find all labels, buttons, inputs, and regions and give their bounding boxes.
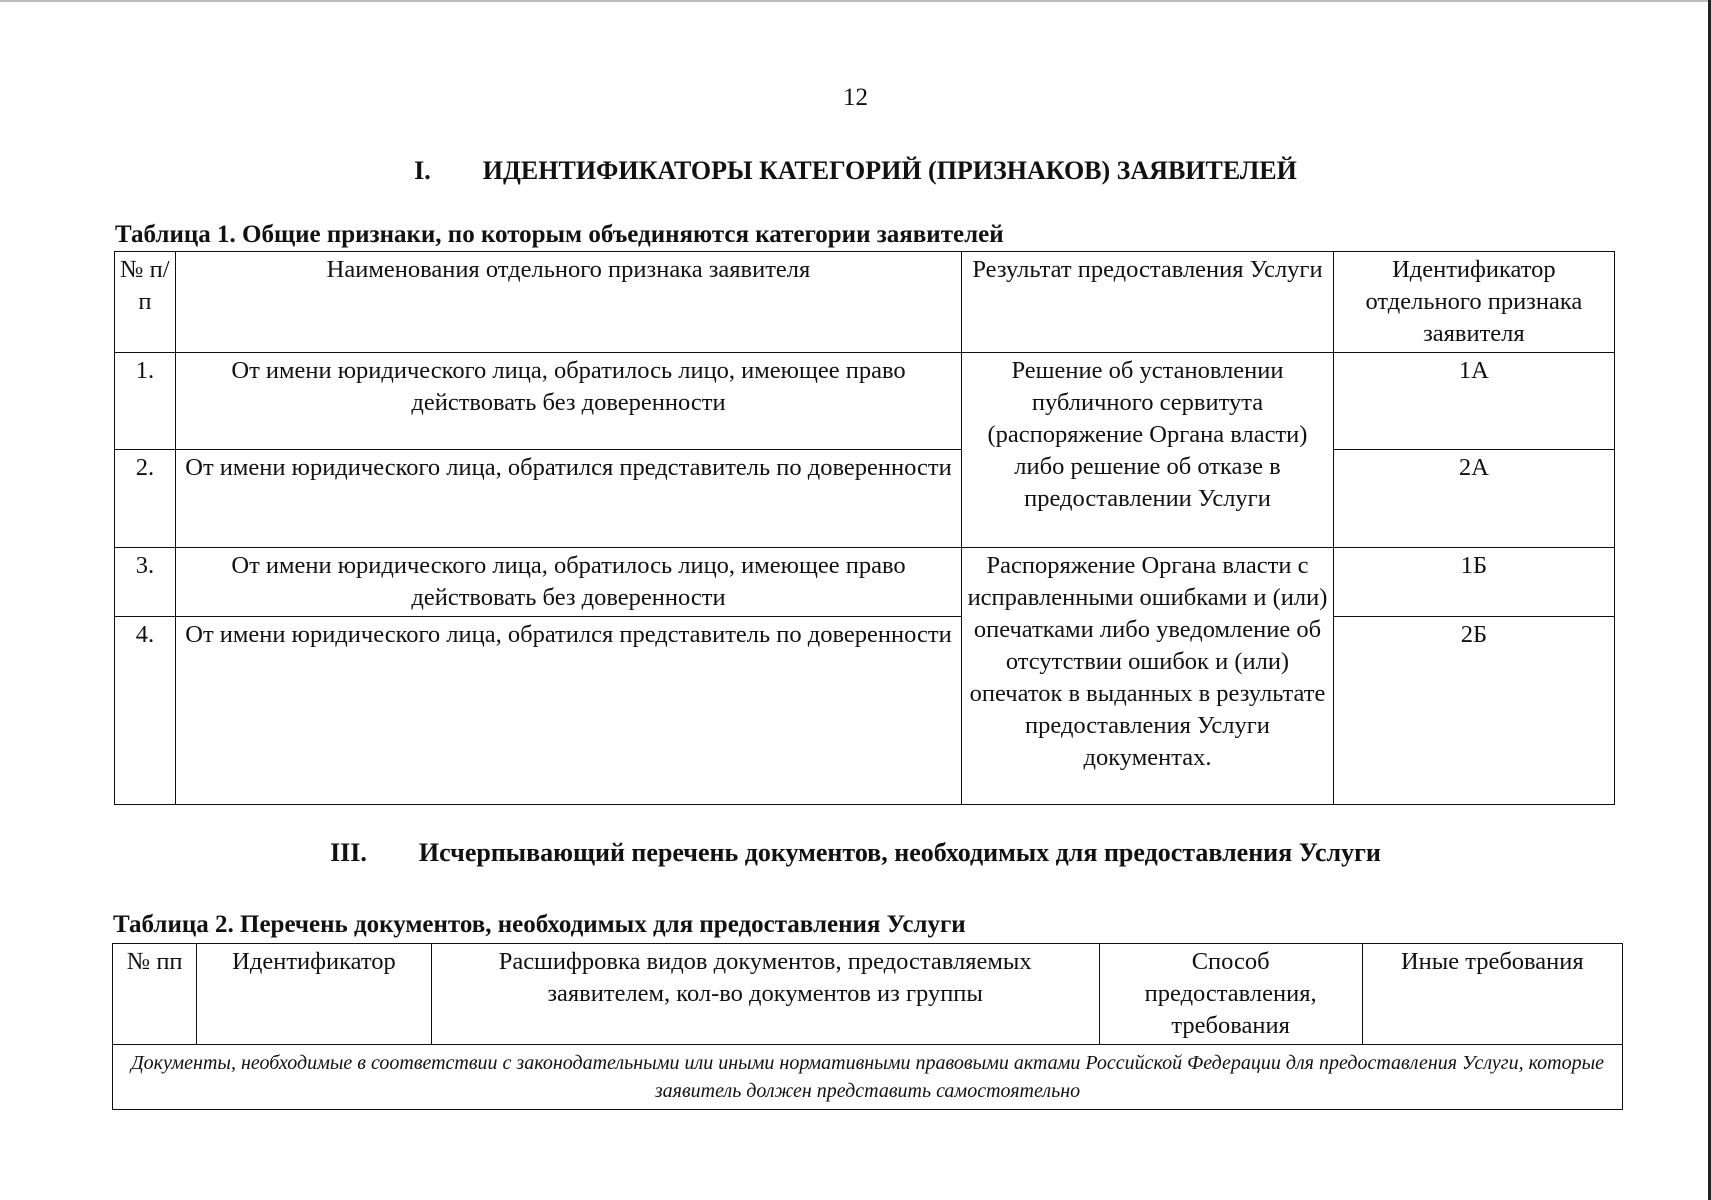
table-header-row (115, 252, 1615, 353)
table-row (115, 450, 1615, 548)
row-num: 1. (115, 353, 176, 450)
row-result: Распоряжение Органа власти с исправленными ошибками и (или) опечатками либо уведомление об отсутствии ошибок и (или) опечаток в выданных в результате предоставления Услуги документах. (962, 548, 1334, 805)
row-name: От имени юридического лица, обратился представитель по доверенности (175, 617, 961, 805)
table-applicant-categories (114, 251, 1615, 805)
header-id: Идентификатор отдельного признака заявителя (1333, 252, 1614, 353)
row-num: 2. (115, 450, 176, 548)
row-name: От имени юридического лица, обратилось лицо, имеющее право действовать без доверенности (175, 353, 961, 450)
header-method: Способ предоставления, требования (1099, 944, 1362, 1045)
row-result: Решение об установлении публичного сервитута (распоряжение Органа власти) либо решение об отказе в предоставлении Услуги (962, 353, 1334, 548)
table2-caption: Таблица 2. Перечень документов, необходимых для предоставления Услуги (113, 911, 966, 938)
table-note-row (113, 1045, 1623, 1110)
row-name: От имени юридического лица, обратился представитель по доверенности (175, 450, 961, 548)
section-number: III. (330, 838, 367, 867)
documents-note: Документы, необходимые в соответствии с законодательными или иными нормативными правовыми актами Российской Федерации для предоставления Услуги, которые заявитель должен представить самостоятельно (113, 1045, 1623, 1110)
section-heading-1 (0, 156, 1711, 186)
row-id: 1А (1333, 353, 1614, 450)
header-id: Идентификатор (197, 944, 431, 1045)
row-num: 4. (115, 617, 176, 805)
header-num: № п/п (115, 252, 176, 353)
table-row (115, 353, 1615, 450)
section-number: I. (414, 156, 431, 185)
row-name: От имени юридического лица, обратилось лицо, имеющее право действовать без доверенности (175, 548, 961, 617)
row-num: 3. (115, 548, 176, 617)
header-result: Результат предоставления Услуги (962, 252, 1334, 353)
table-header-row (113, 944, 1623, 1045)
page-number: 12 (843, 84, 868, 111)
table1-caption: Таблица 1. Общие признаки, по которым объединяются категории заявителей (115, 221, 1004, 248)
header-desc: Расшифровка видов документов, предоставляемых заявителем, кол-во документов из группы (431, 944, 1099, 1045)
row-id: 2Б (1333, 617, 1614, 805)
row-id: 2А (1333, 450, 1614, 548)
section-title: Исчерпывающий перечень документов, необходимых для предоставления Услуги (418, 838, 1381, 867)
header-name: Наименования отдельного признака заявителя (175, 252, 961, 353)
table-row (115, 548, 1615, 617)
table-row (115, 617, 1615, 805)
table-documents (112, 943, 1623, 1110)
scan-edge-top (0, 0, 1711, 2)
row-id: 1Б (1333, 548, 1614, 617)
header-num: № пп (113, 944, 197, 1045)
section-title: ИДЕНТИФИКАТОРЫ КАТЕГОРИЙ (ПРИЗНАКОВ) ЗАЯВИТЕЛЕЙ (482, 156, 1297, 185)
section-heading-3 (0, 838, 1711, 868)
header-other: Иные требования (1362, 944, 1622, 1045)
